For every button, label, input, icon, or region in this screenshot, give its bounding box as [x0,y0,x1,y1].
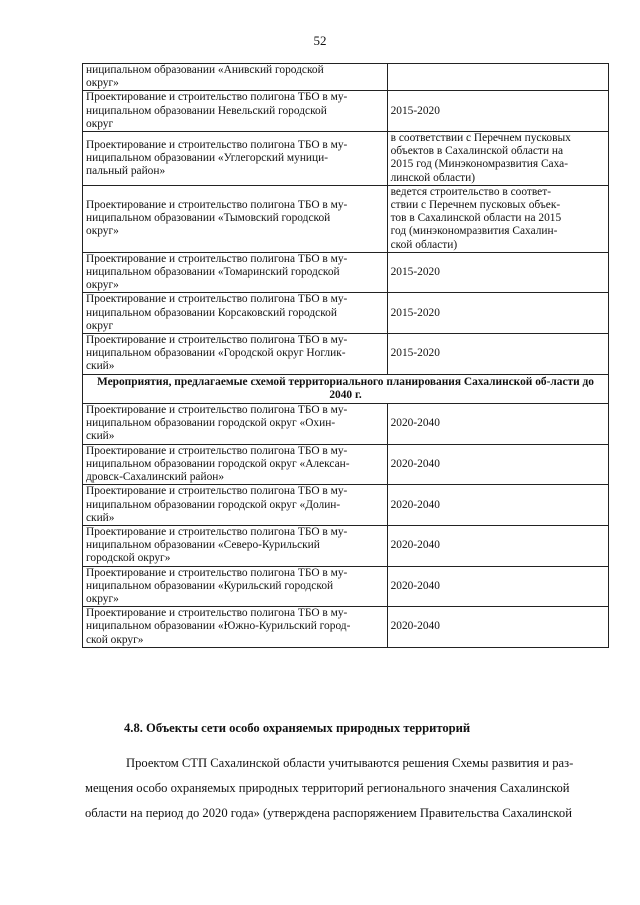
project-line: ский» [86,430,115,443]
table-row [83,485,609,526]
project-cell [83,91,388,132]
project-cell [83,607,388,648]
project-cell [83,566,388,607]
project-line: ской округ» [86,633,144,646]
term-cell [387,64,608,91]
table-row [83,566,609,607]
term-line: 2020-2040 [390,620,440,633]
term-line: 2020-2040 [390,539,440,552]
term-line: ведется строительство в соответ- [390,185,552,198]
table-row [83,444,609,485]
project-line: Проектирование и строительство полигона ТБО в му- [86,138,348,151]
project-line: ниципальном образовании «Анивский городской [86,64,324,76]
project-line: округ» [86,225,119,238]
paragraph-line: Проектом СТП Сахалинской области учитываются решения Схемы развития и раз- [126,756,574,770]
table-row [83,185,609,252]
project-line: ниципальном образовании «Северо-Курильский [86,539,320,552]
project-line: округ» [86,77,119,90]
term-cell [387,252,608,293]
body-paragraph [85,751,610,826]
project-line: Проектирование и строительство полигона ТБО в му- [86,334,348,347]
term-line: 2015 год (Минэкономразвития Саха- [390,158,568,171]
term-line: объектов в Сахалинской области на [390,145,564,158]
project-line: пальный район» [86,165,166,178]
project-cell [83,525,388,566]
term-cell [387,485,608,526]
term-cell [387,334,608,375]
project-line: Проектирование и строительство полигона ТБО в му- [86,485,348,498]
term-cell [387,132,608,186]
project-line: ниципальном образовании Корсаковский городской [86,306,337,319]
term-line: 2020-2040 [390,457,440,470]
project-line: ниципальном образовании городской округ «Алексан- [86,457,350,470]
term-line: 2020-2040 [390,498,440,511]
table-row [83,607,609,648]
table-row [83,404,609,445]
paragraph-line: мещения особо охраняемых природных территорий регионального значения Сахалинской [85,781,570,795]
project-cell [83,485,388,526]
project-cell [83,404,388,445]
section-title-line: Мероприятия, предлагаемые схемой территориального планирования Сахалинской об- [96,375,551,388]
project-line: ниципальном образовании Невельский городской [86,104,327,117]
project-line: городской округ» [86,552,171,565]
project-line: Проектирование и строительство полигона ТБО в му- [86,566,348,579]
table-row [83,64,609,91]
term-line: линской области) [390,171,475,184]
section-title-line: ласти до 2040 г. [329,375,594,401]
project-cell [83,132,388,186]
term-cell [387,525,608,566]
term-line: 2015-2020 [390,104,440,117]
term-cell [387,404,608,445]
term-line: ствии с Перечнем пусковых объек- [390,199,561,212]
section-title [83,374,609,403]
project-line: ниципальном образовании «Южно-Курильский город- [86,620,351,633]
project-cell [83,64,388,91]
term-line: год (минэкономразвития Сахалин- [390,225,558,238]
project-line: ниципальном образовании «Городской округ Ноглик- [86,347,346,360]
paragraph-line: области на период до 2020 года» (утверждена распоряжением Правительства Сахалинской [85,806,572,820]
project-line: ниципальном образовании «Курильский городской [86,579,334,592]
project-line: Проектирование и строительство полигона ТБО в му- [86,91,348,104]
table-row [83,252,609,293]
project-line: Проектирование и строительство полигона ТБО в му- [86,607,348,620]
project-line: ниципальном образовании городской округ «Охин- [86,417,336,430]
project-line: ский» [86,511,115,524]
term-cell [387,91,608,132]
project-line: ниципальном образовании «Углегорский муници- [86,151,329,164]
project-line: округ» [86,279,119,292]
table-row [83,525,609,566]
term-cell [387,444,608,485]
project-line: округ [86,319,114,332]
project-line: ский» [86,360,115,373]
table-row [83,91,609,132]
project-line: дровск-Сахалинский район» [86,471,225,484]
section-heading: 4.8. Объекты сети особо охраняемых природных территорий [124,721,471,735]
term-line: 2020-2040 [390,417,440,430]
term-line: тов в Сахалинской области на 2015 [390,212,562,225]
project-line: ниципальном образовании «Тымовский городской [86,212,331,225]
table-row [83,334,609,375]
project-line: Проектирование и строительство полигона ТБО в му- [86,525,348,538]
project-line: Проектирование и строительство полигона ТБО в му- [86,252,348,265]
term-line: 2020-2040 [390,579,440,592]
project-line: округ [86,117,114,130]
project-cell [83,444,388,485]
table-row [83,132,609,186]
term-line: ской области) [390,238,458,251]
term-cell [387,185,608,252]
term-cell [387,607,608,648]
project-line: ниципальном образовании «Томаринский городской [86,266,340,279]
project-cell [83,185,388,252]
project-line: Проектирование и строительство полигона ТБО в му- [86,199,348,212]
project-line: ниципальном образовании городской округ «Долин- [86,498,341,511]
section-row [83,374,609,403]
project-line: округ» [86,592,119,605]
project-cell [83,252,388,293]
table-row [83,293,609,334]
term-cell [387,566,608,607]
term-cell [387,293,608,334]
term-line: 2015-2020 [390,306,440,319]
page-number: 52 [313,33,327,48]
project-line: Проектирование и строительство полигона ТБО в му- [86,293,348,306]
project-cell [83,334,388,375]
projects-table [82,63,609,648]
term-line: 2015-2020 [390,266,440,279]
term-line: 2015-2020 [390,347,440,360]
project-cell [83,293,388,334]
term-line: в соответствии с Перечнем пусковых [390,132,571,145]
project-line: Проектирование и строительство полигона ТБО в му- [86,404,348,417]
project-line: Проектирование и строительство полигона ТБО в му- [86,444,348,457]
